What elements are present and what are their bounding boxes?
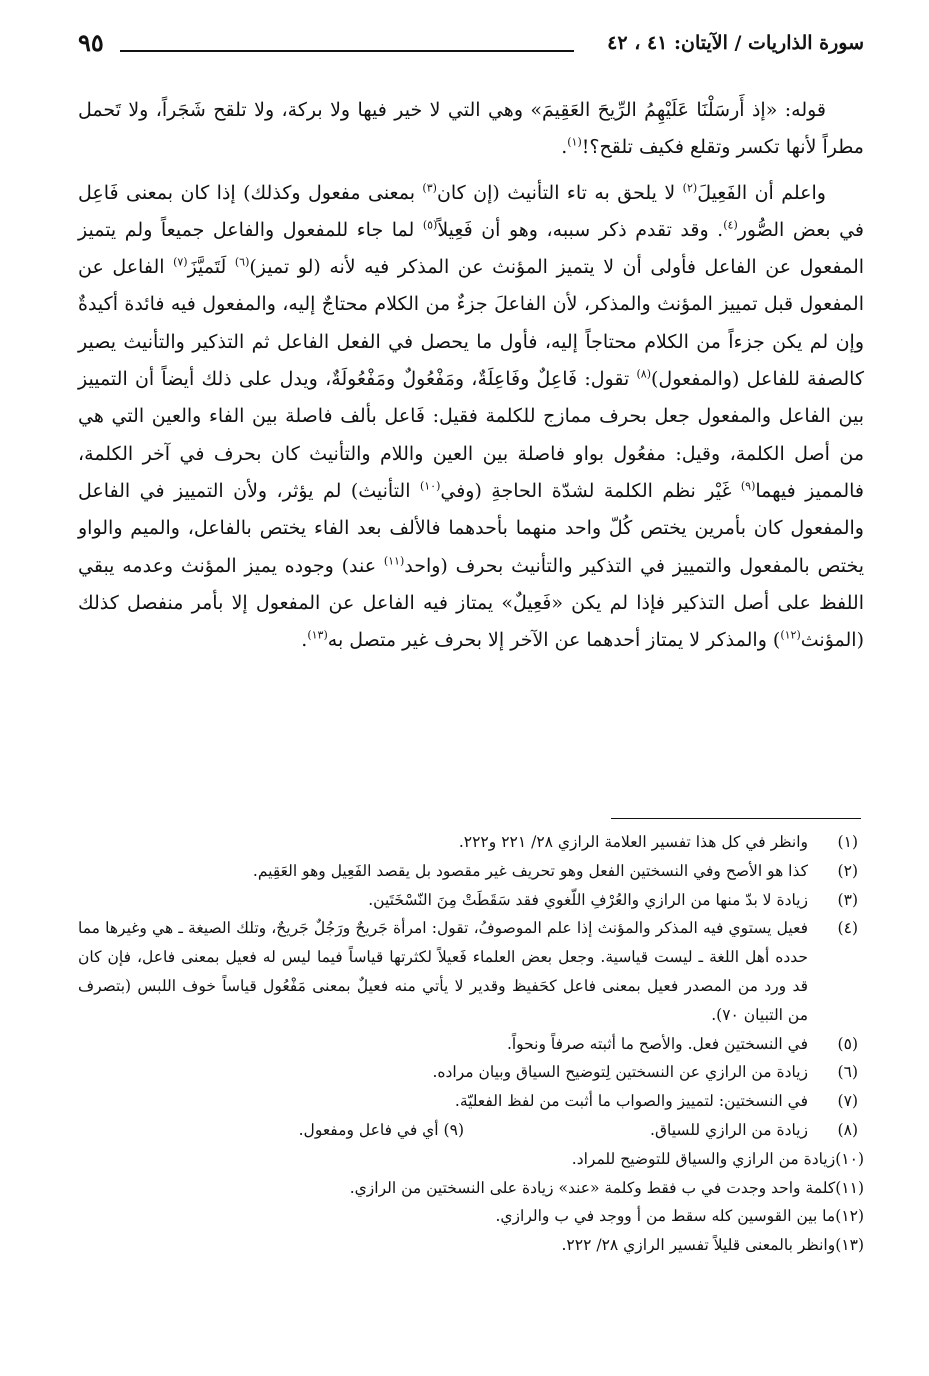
footnote bbox=[78, 1202, 864, 1231]
footnote-ref: (١١) bbox=[383, 554, 405, 568]
footnote-number: (١١) bbox=[835, 1178, 864, 1197]
footnote-text: ما بين القوسين كله سقط من أ ووجد في ب والرازي. bbox=[495, 1207, 836, 1226]
footnote-text: كذا هو الأصح وفي النسختين الفعل وهو تحريف غير مقصود بل يقصد الفَعِيل وهو العَقِيم. bbox=[252, 861, 808, 880]
footnote-text: أي في فاعل ومفعول. bbox=[298, 1120, 439, 1139]
page-number: ٩٥ bbox=[78, 28, 104, 57]
footnote bbox=[78, 886, 864, 915]
footnote-text: وانظر في كل هذا تفسير العلامة الرازي ٢٨/ ٢٢١ و٢٢٢. bbox=[458, 833, 808, 851]
footnote bbox=[78, 828, 864, 857]
footnote bbox=[78, 1231, 864, 1260]
footnote-text: زيادة من الرازي عن النسختين لِتوضيح السياق وبيان مراده. bbox=[432, 1063, 808, 1082]
footnote-ref: (٤) bbox=[723, 218, 738, 232]
footnote-text: زيادة لا بدّ منها من الرازي والعُرْفِ اللّغوي فقد سَقَطَتْ مِنَ النّسْخَتَين. bbox=[368, 890, 808, 909]
footnote-number: (١) bbox=[837, 833, 858, 851]
footnote-text: زيادة من الرازي للسياق. bbox=[650, 1120, 808, 1139]
footnote-text: زيادة من الرازي والسياق للتوضيح للمراد. bbox=[571, 1149, 836, 1168]
footnote bbox=[78, 857, 864, 886]
footnote-ref: (٨) bbox=[636, 367, 651, 381]
footnote-number: (٣) bbox=[837, 890, 858, 909]
footnote-text: وانظر بالمعنى قليلاً تفسير الرازي ٢٨/ ٢٢٢. bbox=[561, 1236, 836, 1255]
footnote-ref: (٣) bbox=[422, 181, 437, 195]
paragraph: واعلم أن الفَعِيلَ$^{(٢)}$ لا يلحق به تاء التأنيث (إن كان$^{(٣)}$ بمعنى مفعول وكذلك) إذا كان بمعنى فَاعِل في بعض الصُّور$^{(٤)}$. وقد تقدم ذكر سببه، وهو أن فَعِيلاً$^{(٥)}$ لما جاء للمفعول والفاعل جميعاً ولم يتميز المفعول عن الفاعل فأولى أن لا يتميز المؤنث عن المذكر فيه لأنه (لو تميز)$^{(٦)}$ لَتَميَّزَ$^{(٧)}$ الفاعل عن المفعول قبل تمييز المؤنث والمذكر، لأن الفاعلَ جزءٌ من الكلام محتاجٌ إليه، والمفعول فيه فائدة أكيدةٌ وإن لم يكن جزءاً من الكلام محتاجاً إليه، فأول ما يحصل في الفعل الفاعل ثم التذكير والتأنيث يصير كالصفة للفاعل (والمفعول)$^{(٨)}$ تقول: فَاعِلٌ وفَاعِلَةٌ، ومَفْعُولٌ ومَفْعُولَةٌ، ويدل على ذلك أيضاً أن التمييز بين الفاعل والمفعول جعل بحرف ممازج للكلمة فقيل: فَاعل بألف فاصلة بين الفاء والعين التي هي من أصل الكلمة، وقيل: مفعُول بواو فاصلة بين العين واللام والتأنيث كان بحرف في آخر الكلمة، فالمميز فيهما$^{(٩)}$ غَيْر نظم الكلمة لشدّة الحاجةِ (وفي$^{(١٠)}$ التأنيث) لم يؤثر، ولأن التمييز في الفاعل والمفعول كان بأمرين يختص كُلّ واحد منهما بأحدهما فالألف بعد الفاء يختص بالفاعل، والميم والواو يختص بالمفعول والتمييز في التذكير والتأنيث بحرف (واحد$^{(١١)}$ عند) وجوده يميز المؤنث وعدمه يبقي اللفظ على أصل التذكير فإذا لم يكن «فَعِيلٌ» يمتاز فيه الفاعل عن المفعول إلا بأمر منفصل كذلك (المؤنث$^{(١٢)}$) والمذكر لا يمتاز أحدهما عن الآخر إلا بحرف غير متصل به$^{(١٣)}$. bbox=[78, 181, 865, 652]
footnote-number: (٧) bbox=[837, 1092, 858, 1111]
footnote-separator bbox=[611, 818, 861, 819]
footnote-text: فعيل يستوي فيه المذكر والمؤنث إذا علم الموصوفُ، تقول: امرأة جَريحٌ ورَجُلٌ جَريحٌ، وتلك الصيغة ـ هي وغيرها مما حدده أهل اللغة ـ ليست قياسية. وجعل بعض العلماء فَعيلاً لكثرتها قياساً فيما ليس له فعيل بمعنى فاعل، فإن كان قد ورد من المصدر فعيل بمعنى فاعل كحَفيظ وقدير لا يأتي منه فعيلٌ بمعنى مَفْعُول قياساً خوف اللبس (بتصرف من التبيان ٧٠). bbox=[78, 919, 808, 1024]
footnote bbox=[78, 1174, 864, 1203]
footnote-number: (١٠) bbox=[835, 1149, 864, 1168]
footnote-number: (٨) bbox=[837, 1120, 858, 1139]
footnote-number: (١٣) bbox=[835, 1236, 864, 1255]
footnote-number: (٤) bbox=[837, 919, 858, 938]
footnote-ref: (١) bbox=[567, 135, 582, 149]
footnote bbox=[78, 1058, 864, 1087]
footnote-text: في النسختين فعل. والأصح ما أثبته صرفاً ونحواً. bbox=[506, 1034, 808, 1053]
footnotes bbox=[78, 828, 864, 1260]
footnote-text: في النسختين: لتمييز والصواب ما أثبت من لفظ الفعليّة. bbox=[454, 1092, 808, 1111]
footnote bbox=[78, 914, 864, 1029]
footnote bbox=[78, 1145, 864, 1174]
footnote-pair bbox=[78, 1116, 864, 1145]
footnote-ref: (١٣) bbox=[307, 628, 328, 642]
footnote-text: كلمة واحد وجدت في ب فقط وكلمة «عند» زيادة على النسختين من الرازي. bbox=[349, 1178, 836, 1197]
footnote bbox=[78, 1030, 864, 1059]
footnote-ref: (١٠) bbox=[419, 479, 441, 493]
header-title: سورة الذاريات / الآيتان: ٤١ ، ٤٢ bbox=[607, 32, 864, 54]
footnote-ref: (٦) bbox=[234, 255, 250, 269]
header-rule bbox=[120, 50, 574, 52]
footnote-ref: (٢) bbox=[682, 181, 698, 195]
main-text bbox=[78, 92, 864, 659]
footnote-number: (١٢) bbox=[835, 1207, 864, 1226]
footnote-ref: (٧) bbox=[173, 255, 188, 269]
footnote bbox=[78, 1087, 864, 1116]
paragraph: قوله: «إذ أَرسَلْنَا عَلَيْهِمُ الرِّيحَ العَقِيمَ» وهي التي لا خير فيها ولا بركة، ولا تلقح شَجَراً، ولا تَحمل مطراً لأنها تكسر وتقلع فكيف تلقح؟!$^{(١)}$. bbox=[78, 99, 864, 159]
footnote-number: (٦) bbox=[837, 1063, 858, 1082]
footnote-ref: (١٢) bbox=[780, 628, 801, 642]
footnote-number: (٩) bbox=[443, 1120, 464, 1139]
footnote-ref: (٩) bbox=[740, 479, 756, 493]
footnote-number: (٥) bbox=[837, 1034, 858, 1053]
footnote-number: (٢) bbox=[837, 861, 858, 880]
running-header bbox=[78, 28, 864, 66]
footnote-inline bbox=[299, 1116, 464, 1145]
footnote-ref: (٥) bbox=[422, 218, 438, 232]
